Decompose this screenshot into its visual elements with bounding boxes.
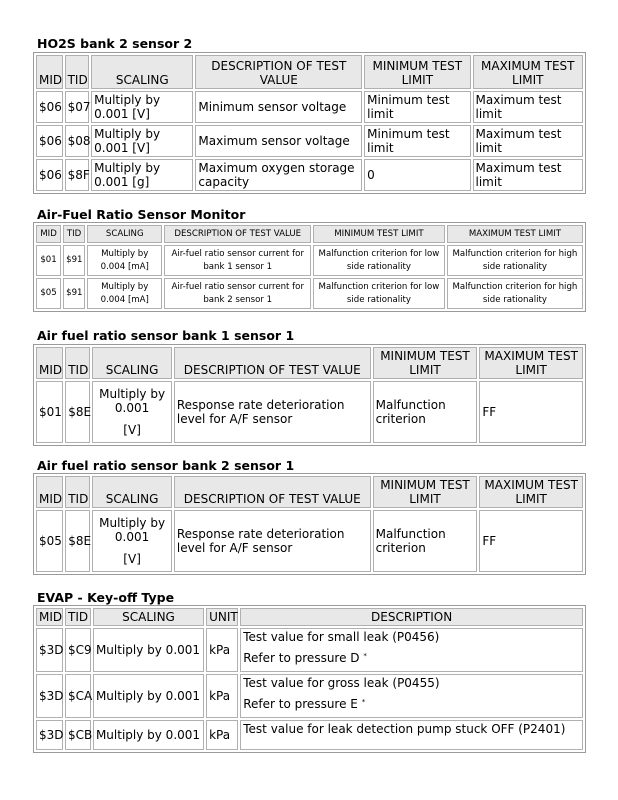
cell-scaling: Multiply by 0.001 [g] <box>91 159 193 191</box>
header-description: DESCRIPTION OF TEST VALUE <box>174 347 371 379</box>
table-row <box>36 245 583 276</box>
header-description: DESCRIPTION OF TEST VALUE <box>195 55 362 89</box>
header-scaling: SCALING <box>92 347 172 379</box>
cell-min-limit: Malfunction criterion <box>373 381 478 443</box>
section-title-evap-key-off: EVAP - Key-off Type <box>37 590 175 605</box>
header-tid: TID <box>63 225 85 243</box>
scaling-line: Multiply by <box>99 516 166 530</box>
table-af-ratio-monitor <box>33 222 586 312</box>
cell-scaling <box>92 381 172 443</box>
cell-tid: $CB <box>65 720 91 750</box>
table-row <box>36 510 583 572</box>
cell-tid: $C9 <box>65 628 91 672</box>
cell-max-limit: FF <box>479 381 583 443</box>
header-description: DESCRIPTION OF TEST VALUE <box>164 225 311 243</box>
cell-tid: $8E <box>65 381 90 443</box>
cell-description: Maximum oxygen storage capacity <box>195 159 362 191</box>
header-scaling: SCALING <box>92 476 172 508</box>
header-description: DESCRIPTION <box>240 608 583 626</box>
header-min-limit: MINIMUM TEST LIMIT <box>373 476 478 508</box>
header-description: DESCRIPTION OF TEST VALUE <box>174 476 371 508</box>
cell-mid: $05 <box>36 510 63 572</box>
header-min-limit: MINIMUM TEST LIMIT <box>373 347 478 379</box>
cell-mid: $05 <box>36 278 61 309</box>
cell-mid: $06 <box>36 91 63 123</box>
cell-min-limit: Minimum test limit <box>364 125 470 157</box>
cell-description: Minimum sensor voltage <box>195 91 362 123</box>
cell-description: Test value for leak detection pump stuck OFF (P2401) <box>240 720 583 750</box>
header-mid: MID <box>36 476 63 508</box>
table-af-bank2-sensor1 <box>33 473 586 575</box>
cell-unit: kPa <box>206 628 238 672</box>
header-mid: MID <box>36 55 63 89</box>
footnote-mark: * <box>361 698 366 706</box>
cell-max-limit: FF <box>479 510 583 572</box>
cell-scaling: Multiply by 0.001 <box>93 674 204 718</box>
scaling-factor: 0.001 <box>114 401 150 415</box>
description-line: Test value for small leak (P0456) <box>243 630 440 644</box>
header-mid: MID <box>36 225 61 243</box>
cell-scaling: Multiply by 0.004 [mA] <box>87 278 162 309</box>
cell-unit: kPa <box>206 720 238 750</box>
cell-unit: kPa <box>206 674 238 718</box>
cell-scaling: Multiply by 0.001 <box>93 720 204 750</box>
cell-max-limit: Maximum test limit <box>473 125 583 157</box>
header-max-limit: MAXIMUM TEST LIMIT <box>479 347 583 379</box>
cell-max-limit: Malfunction criterion for high side rationality <box>447 278 583 309</box>
cell-min-limit: Minimum test limit <box>364 91 470 123</box>
header-tid: TID <box>65 347 90 379</box>
header-max-limit: MAXIMUM TEST LIMIT <box>479 476 583 508</box>
header-min-limit: MINIMUM TEST LIMIT <box>364 55 470 89</box>
cell-scaling: Multiply by 0.001 [V] <box>91 91 193 123</box>
cell-tid: $91 <box>63 278 85 309</box>
header-scaling: SCALING <box>87 225 162 243</box>
table-af-bank1-sensor1 <box>33 344 586 446</box>
cell-tid: $07 <box>65 91 90 123</box>
cell-max-limit: Maximum test limit <box>473 91 583 123</box>
cell-min-limit: Malfunction criterion for low side rationality <box>313 278 445 309</box>
cell-tid: $91 <box>63 245 85 276</box>
section-title-af-bank2-sensor1: Air fuel ratio sensor bank 2 sensor 1 <box>37 458 295 473</box>
scaling-factor: 0.001 <box>114 530 150 544</box>
cell-mid: $3D <box>36 720 63 750</box>
cell-description: Response rate deterioration level for A/F sensor <box>174 381 371 443</box>
header-unit: UNIT <box>206 608 238 626</box>
cell-description <box>240 674 583 718</box>
description-reference: Refer to pressure D <box>243 651 360 665</box>
cell-mid: $01 <box>36 245 61 276</box>
table-row <box>36 278 583 309</box>
cell-tid: $08 <box>65 125 90 157</box>
header-min-limit: MINIMUM TEST LIMIT <box>313 225 445 243</box>
table-row <box>36 628 583 672</box>
section-title-ho2s-bank2-sensor2: HO2S bank 2 sensor 2 <box>37 36 193 51</box>
cell-max-limit: Maximum test limit <box>473 159 583 191</box>
header-tid: TID <box>65 476 90 508</box>
cell-min-limit: Malfunction criterion <box>373 510 478 572</box>
cell-scaling: Multiply by 0.001 <box>93 628 204 672</box>
cell-mid: $01 <box>36 381 63 443</box>
cell-min-limit: Malfunction criterion for low side rationality <box>313 245 445 276</box>
header-mid: MID <box>36 608 63 626</box>
cell-mid: $06 <box>36 125 63 157</box>
table-row <box>36 159 583 191</box>
cell-scaling <box>92 510 172 572</box>
table-row <box>36 91 583 123</box>
cell-description: Response rate deterioration level for A/F sensor <box>174 510 371 572</box>
footnote-mark: * <box>363 652 367 660</box>
table-row <box>36 720 583 750</box>
description-reference: Refer to pressure E <box>243 697 358 711</box>
cell-tid: $CA <box>65 674 91 718</box>
table-row <box>36 125 583 157</box>
cell-description: Maximum sensor voltage <box>195 125 362 157</box>
cell-scaling: Multiply by 0.001 [V] <box>91 125 193 157</box>
header-scaling: SCALING <box>91 55 193 89</box>
scaling-unit: [V] <box>123 423 141 437</box>
cell-description <box>240 628 583 672</box>
cell-description: Air-fuel ratio sensor current for bank 1 sensor 1 <box>164 245 311 276</box>
section-title-af-bank1-sensor1: Air fuel ratio sensor bank 1 sensor 1 <box>37 328 295 343</box>
scaling-line: Multiply by <box>99 387 166 401</box>
section-title-af-ratio-monitor: Air-Fuel Ratio Sensor Monitor <box>37 207 246 222</box>
cell-tid: $8E <box>65 510 90 572</box>
cell-max-limit: Malfunction criterion for high side rationality <box>447 245 583 276</box>
cell-mid: $3D <box>36 628 63 672</box>
header-max-limit: MAXIMUM TEST LIMIT <box>447 225 583 243</box>
cell-description: Air-fuel ratio sensor current for bank 2 sensor 1 <box>164 278 311 309</box>
scaling-unit: [V] <box>123 552 141 566</box>
cell-mid: $3D <box>36 674 63 718</box>
header-tid: TID <box>65 608 91 626</box>
cell-min-limit: 0 <box>364 159 470 191</box>
table-ho2s-bank2-sensor2 <box>33 52 586 194</box>
cell-scaling: Multiply by 0.004 [mA] <box>87 245 162 276</box>
header-tid: TID <box>65 55 90 89</box>
table-row <box>36 674 583 718</box>
table-evap-key-off <box>33 605 586 753</box>
cell-tid: $8F <box>65 159 90 191</box>
description-line: Test value for gross leak (P0455) <box>243 676 440 690</box>
table-row <box>36 381 583 443</box>
header-scaling: SCALING <box>93 608 204 626</box>
cell-mid: $06 <box>36 159 63 191</box>
header-mid: MID <box>36 347 63 379</box>
header-max-limit: MAXIMUM TEST LIMIT <box>473 55 583 89</box>
